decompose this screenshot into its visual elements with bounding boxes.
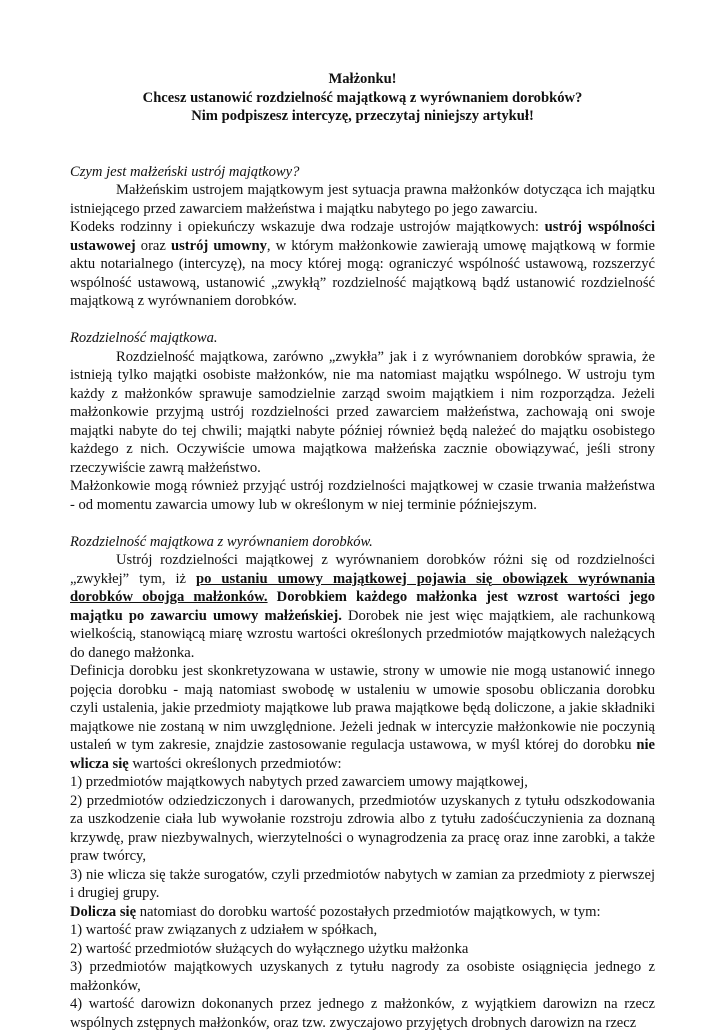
list-item: 3) nie wlicza się także surogatów, czyli przedmiotów nabytych w zamian za przedmioty z pierwszej i drugiej grupy. (70, 866, 655, 903)
document-title (70, 70, 655, 126)
paragraph: Małżeńskim ustrojem majątkowym jest sytuacja prawna małżonków dotycząca ich majątku istniejącego przed zawarciem małżeństwa i majątku nabytego po jego zawarciu. (70, 181, 655, 218)
section-separation-with-equalization (70, 533, 655, 1032)
list-item: 2) przedmiotów odziedziczonych i darowanych, przedmiotów uzyskanych z tytułu odszkodowania za uszkodzenie ciała lub wywołanie rozstroju zdrowia albo z tytułu zadośćuczynienia za doznaną krzywdę, praw niezbywalnych, wierzytelności o wynagrodzenia za pracę oraz inne zarobki, a także praw twórcy, (70, 792, 655, 866)
paragraph: Małżonkowie mogą również przyjąć ustrój rozdzielności majątkowej w czasie trwania małżeństwa - od momentu zawarcia umowy lub w określonym w niej terminie późniejszym. (70, 477, 655, 514)
paragraph: Definicja dorobku jest skonkretyzowana w ustawie, strony w umowie nie mogą ustanowić innego pojęcia dorobku - mają natomiast swobodę w ustaleniu w umowie sposobu obliczania dorobku czyli ustalenia, jakie przedmioty majątkowe lub prawa majątkowe będą doliczone, a jakie składniki majątkowe nie zostaną w nim uwzględnione. Jeżeli jednak w intercyzie małżonkowie nie poczynią ustaleń w tym zakresie, znajdzie zastosowanie regulacja ustawowa, w myśl której do dorobku nie wlicza się wartości określonych przedmiotów: (70, 662, 655, 773)
paragraph: Rozdzielność majątkowa, zarówno „zwykła” jak i z wyrównaniem dorobków sprawia, że istnieją tylko majątki osobiste małżonków, nie ma natomiast majątku wspólnego. W ustroju tym każdy z małżonków sprawuje samodzielnie zarząd swoim majątkiem i nim rozporządza. Jeżeli małżonkowie przyjmą ustrój rozdzielności przed zawarciem małżeństwa, zachowają oni swoje majątki nabyte do tej chwili; majątki nabyte później również będą należeć do majątku osobistego każdego z nich. Oczywiście umowa majątkowa małżeńska zacznie obowiązywać, jeśli strony rzeczywiście zawrą małżeństwo. (70, 348, 655, 478)
section-heading: Rozdzielność majątkowa z wyrównaniem dorobków. (70, 533, 655, 552)
section-heading: Czym jest małżeński ustrój majątkowy? (70, 163, 655, 182)
title-line-1: Małżonku! (70, 70, 655, 89)
paragraph: Dolicza się natomiast do dorobku wartość pozostałych przedmiotów majątkowych, w tym: (70, 903, 655, 922)
title-line-3: Nim podpiszesz intercyzę, przeczytaj niniejszy artykuł! (70, 107, 655, 126)
section-marital-regime (70, 163, 655, 311)
paragraph: Kodeks rodzinny i opiekuńczy wskazuje dwa rodzaje ustrojów majątkowych: ustrój wspólności ustawowej oraz ustrój umowny, w którym małżonkowie zawierają umowę majątkową w formie aktu notarialnego (intercyzę), na mocy której mogą: ograniczyć wspólność ustawową, rozszerzyć wspólność ustawową, ustanowić „zwykłą” rozdzielność majątkową bądź ustanowić rozdzielność majątkową z wyrównaniem dorobków. (70, 218, 655, 311)
list-item: 1) wartość praw związanych z udziałem w spółkach, (70, 921, 655, 940)
list-item: 1) przedmiotów majątkowych nabytych przed zawarciem umowy majątkowej, (70, 773, 655, 792)
section-separation-of-property (70, 329, 655, 514)
list-item: 4) wartość darowizn dokonanych przez jednego z małżonków, z wyjątkiem darowizn na rzecz wspólnych zstępnych małżonków, oraz tzw. zwyczajowo przyjętych drobnych darowizn na rzecz (70, 995, 655, 1032)
paragraph: Ustrój rozdzielności majątkowej z wyrównaniem dorobków różni się od rozdzielności „zwykłej” tym, iż po ustaniu umowy majątkowej pojawia się obowiązek wyrównania dorobków obojga małżonków. Dorobkiem każdego małżonka jest wzrost wartości jego majątku po zawarciu umowy małżeńskiej. Dorobek nie jest więc majątkiem, ale rachunkową wielkością, stanowiącą miarę wzrostu wartości określonych przedmiotów majątkowych należących do danego małżonka. (70, 551, 655, 662)
list-item: 2) wartość przedmiotów służących do wyłącznego użytku małżonka (70, 940, 655, 959)
title-line-2: Chcesz ustanowić rozdzielność majątkową z wyrównaniem dorobków? (70, 89, 655, 108)
list-item: 3) przedmiotów majątkowych uzyskanych z tytułu nagrody za osobiste osiągnięcia jednego z małżonków, (70, 958, 655, 995)
document-page (70, 70, 655, 1032)
section-heading: Rozdzielność majątkowa. (70, 329, 655, 348)
